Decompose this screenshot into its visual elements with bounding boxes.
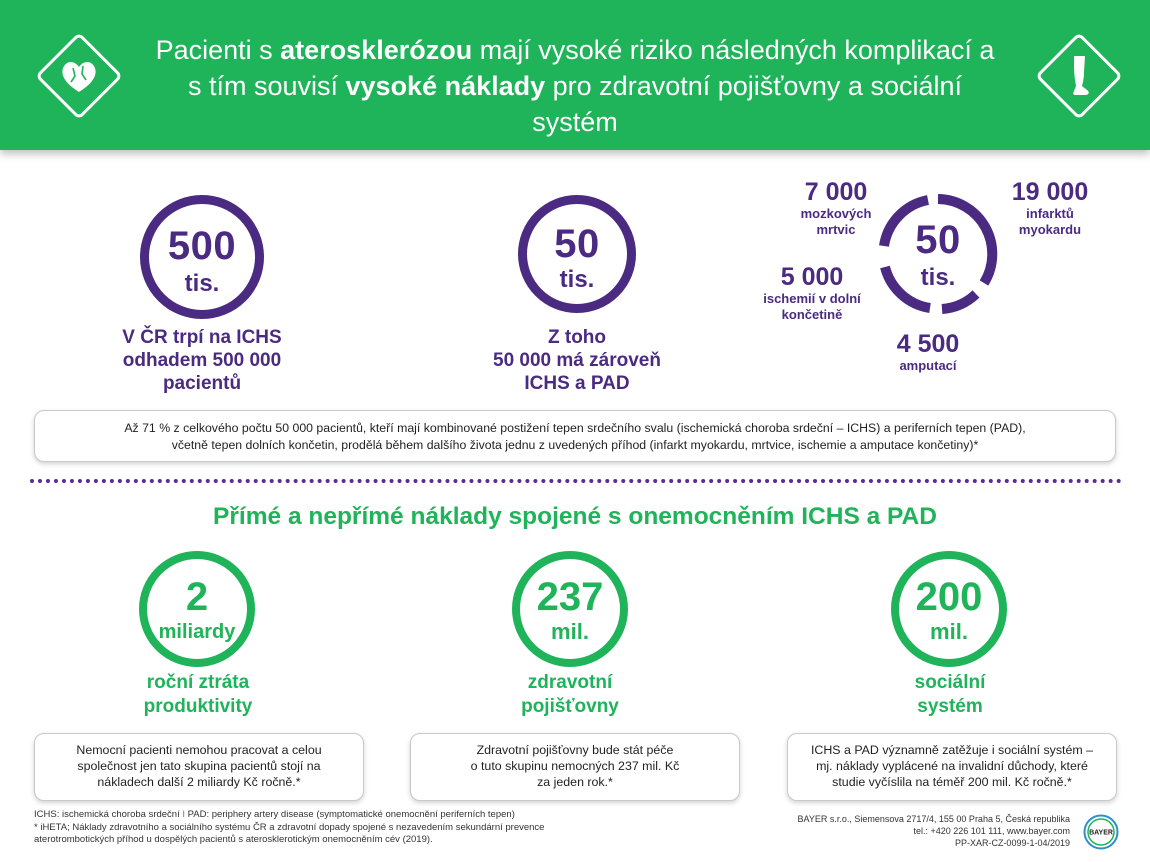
info-box-risk: Až 71 % z celkového počtu 50 000 pacientů, kteří mají kombinované postižení tepen srdečního svalu (ischemická choroba srdeční – ICHS) a periferních tepen (PAD), včetně tepen dolních končetin, prodělá během dalšího života jednu z uvedených příhod (infarkt myokardu, mrtvice, ischemie a amputace končetiny)* — [34, 410, 1116, 462]
cost-value: 200 — [915, 575, 983, 619]
stat-unit: tis. — [184, 270, 220, 297]
page-title: Pacienti s aterosklerózou mají vysoké riziko následných komplikací a s tím souvisí vysoké náklady pro zdravotní pojišťovny a sociální systém — [155, 35, 995, 137]
dotted-divider — [30, 479, 1122, 483]
cost-box-social: ICHS a PAD významně zatěžuje i sociální systém – mj. náklady vyplácené na invalidní důchody, které studie vyčíslila na téměř 200 mil. Kč ročně.* — [787, 733, 1117, 801]
cost-caption-insurance: zdravotní pojišťovny — [521, 672, 619, 717]
stat-circle-patients — [140, 195, 264, 319]
svg-text:BAYER: BAYER — [1089, 829, 1113, 837]
cost-circle-insurance — [512, 551, 628, 667]
cost-value: 237 — [536, 575, 604, 619]
stat-caption-patients: V ČR trpí na ICHS odhadem 500 000 pacientů — [122, 327, 282, 394]
stat-value: 500 — [167, 224, 237, 268]
section-title-costs: Přímé a nepřímé náklady spojené s onemocněním ICHS a PAD — [213, 503, 937, 530]
stat-circle-combined — [518, 195, 636, 313]
stat-stroke: 7 000 mozkových mrtvic — [800, 178, 872, 237]
cost-unit: mil. — [930, 619, 968, 644]
stat-mi: 19 000 infarktů myokardu — [1011, 178, 1089, 237]
leg-icon — [1049, 46, 1109, 106]
cost-circle-productivity — [139, 551, 255, 667]
cost-unit: miliardy — [158, 621, 236, 643]
stat-caption-combined: Z toho 50 000 má zároveň ICHS a PAD — [493, 327, 661, 394]
cost-circle-social — [891, 551, 1007, 667]
segmented-ring-center — [872, 188, 1004, 320]
cost-caption-social: sociální systém — [914, 672, 986, 717]
stat-value: 50 — [554, 222, 600, 266]
cost-value: 2 — [185, 575, 209, 619]
cost-caption-productivity: roční ztráta produktivity — [143, 672, 253, 717]
cost-box-productivity: Nemocní pacienti nemohou pracovat a celou společnost jen tato skupina pacientů stojí na nákladech další 2 miliardy Kč ročně.* — [34, 733, 364, 801]
stat-amputation: 4 500 amputací — [896, 330, 960, 373]
header-banner — [0, 0, 1150, 150]
bayer-logo — [1083, 814, 1119, 850]
stat-unit: tis. — [920, 264, 956, 291]
footnote: ICHS: ischemická choroba srdeční I PAD: periphery artery disease (symptomatické onemocnění periferních tepen) * iHETA; Náklady zdravotního a sociálního systému ČR a zdravotní dopady spojené s nezavedením sekundární prevence aterotrombotických příhod u dospělých pacientů s aterosklerotickým onemocněním cév (2019). — [34, 809, 545, 845]
stat-ischemia: 5 000 ischemií v dolní končetině — [763, 263, 861, 322]
company-info: BAYER s.r.o., Siemensova 2717/4, 155 00 Praha 5, Česká republika tel.: +420 226 101 111, www.bayer.com PP-XAR-CZ-0099-1-04/2019 — [797, 814, 1070, 848]
cost-unit: mil. — [551, 619, 589, 644]
heart-icon — [49, 46, 109, 106]
cost-box-insurance: Zdravotní pojišťovny bude stát péče o tuto skupinu nemocných 237 mil. Kč za jeden rok.* — [410, 733, 740, 801]
stat-unit: tis. — [559, 266, 595, 293]
stat-value: 50 — [915, 218, 961, 262]
